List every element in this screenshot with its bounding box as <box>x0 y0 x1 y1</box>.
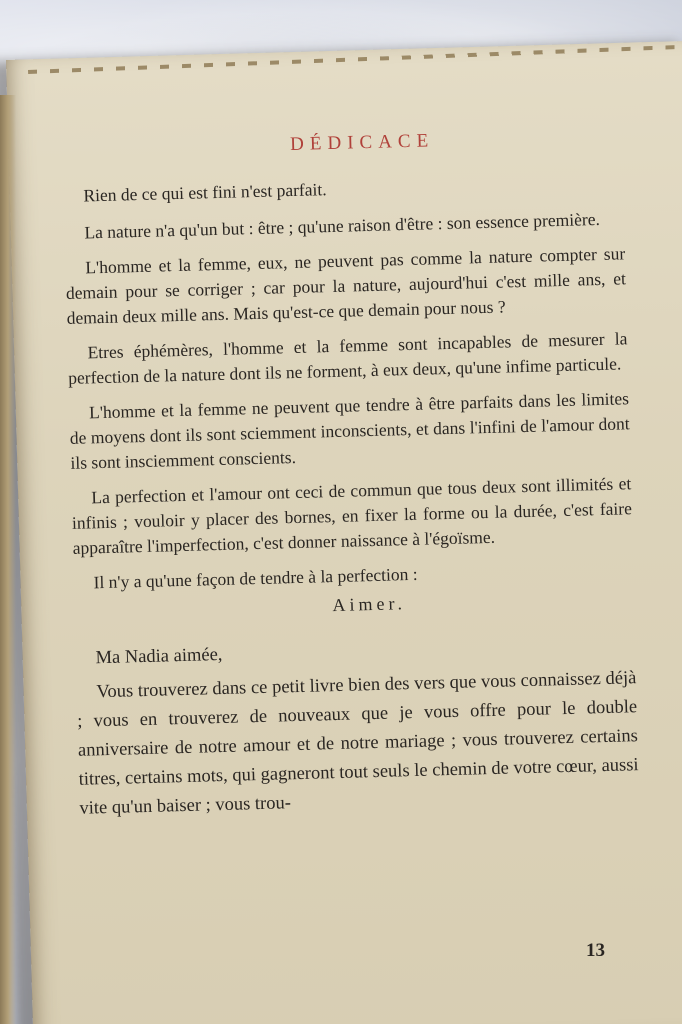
dedication-paragraph-1: Rien de ce qui est fini n'est parfait. <box>83 179 327 206</box>
dedication-paragraph-7: Il n'y a qu'une façon de tendre à la perfection : <box>93 563 418 593</box>
dedication-paragraph-3: L'homme et la femme, eux, ne peuvent pas comme la nature compter sur demain pour se corriger ; car pour la nature, aujourd'hui c'est mille ans, et demain deux mille ans. Mais qu'est-ce que demain pour nous ? <box>65 243 627 328</box>
dedication-closing-word: Aimer. <box>332 593 407 616</box>
dedication-paragraph-6: La perfection et l'amour ont ceci de commun que tous deux sont illimités et infinis ; vouloir y placer des bornes, en fixer la forme ou la durée, c'est faire apparaître l'imperfection, c'est donner naissance à l'égoïsme. <box>71 473 633 558</box>
page-number: 13 <box>586 940 605 961</box>
dedication-title: DÉDICACE <box>289 130 435 156</box>
dedication-paragraph-5: L'homme et la femme ne peuvent que tendre à être parfaits dans les limites de moyens dont ils sont sciemment inconscients, et dans l'infini de l'amour dont ils sont insciemment conscients. <box>69 388 630 473</box>
dedication-paragraph-4: Etres éphémères, l'homme et la femme sont incapables de mesurer la perfection de la nature dont ils ne forment, à eux deux, qu'une infime particule. <box>67 328 628 388</box>
binding-edge <box>0 95 16 1024</box>
dedication-paragraph-2: La nature n'a qu'un but : être ; qu'une raison d'être : son essence première. <box>84 208 601 243</box>
page-text <box>62 125 640 823</box>
letter-body: Vous trouverez dans ce petit livre bien des vers que vous connaissez déjà ; vous en trouverez de nouveaux que je vous offre pour le double anniversaire de notre amour et de notre mariage ; vous trouverez certains titres, certains mots, qui gagneront tout seuls le chemin de votre cœur, aussi vite qu'un baiser ; vous trou- <box>76 668 639 819</box>
letter-salutation: Ma Nadia aimée, <box>95 644 223 669</box>
